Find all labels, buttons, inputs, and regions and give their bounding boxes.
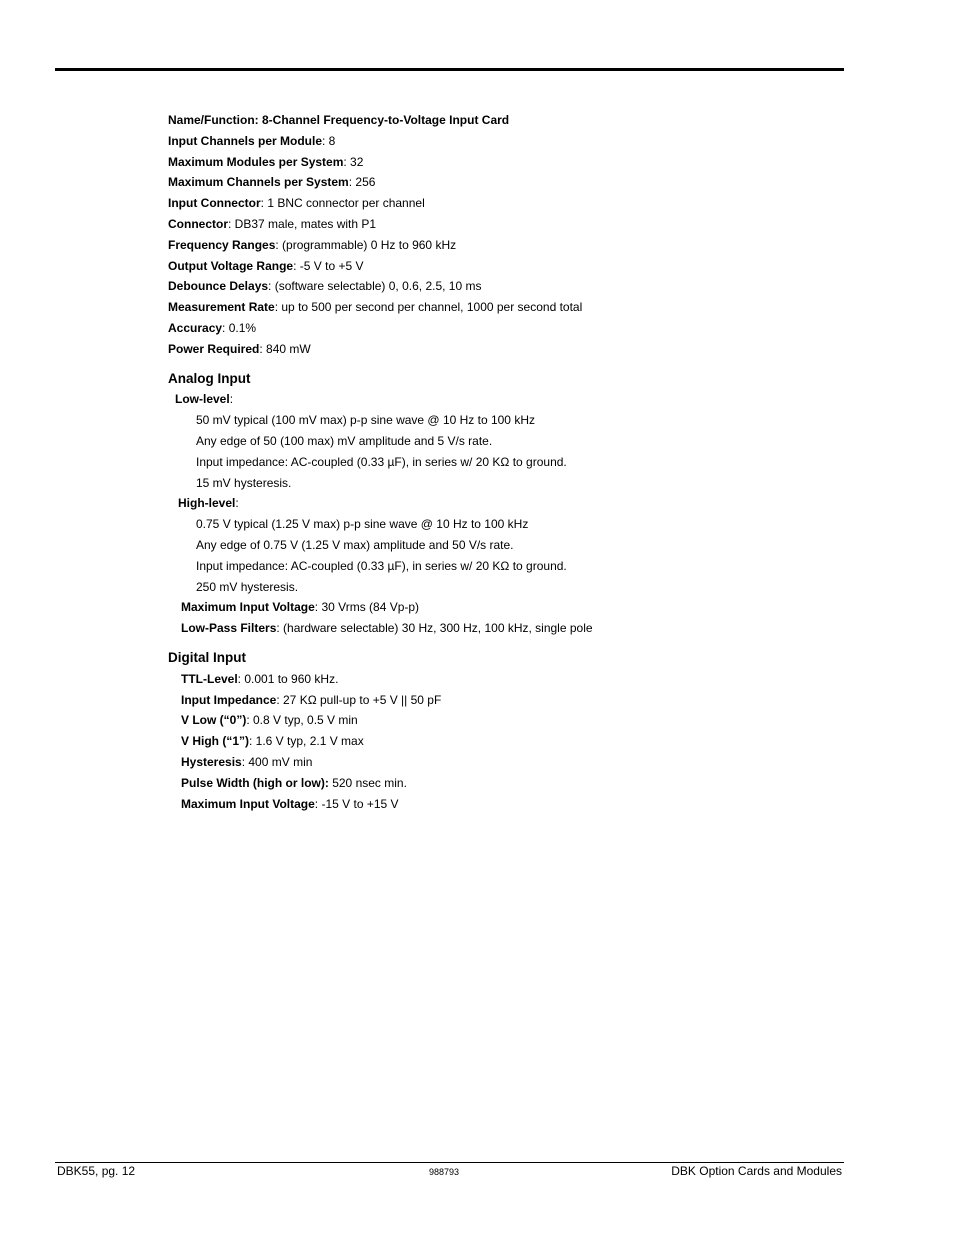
spec-value: : 30 Vrms (84 Vp-p) [314,600,420,615]
spec-max-channels [168,172,808,193]
spec-debounce-delays [168,276,808,297]
spec-value: : up to 500 per second per channel, 1000 per second total [274,300,583,315]
high-level-label [168,493,808,514]
spec-label: Connector [168,216,228,231]
spec-value: : (software selectable) 0, 0.6, 2.5, 10 ms [268,279,482,294]
spec-label: Low-Pass Filters [181,621,277,636]
digital-hysteresis [168,752,808,773]
spec-value: : 840 mW [259,341,311,356]
low-level-item: Input impedance: AC-coupled (0.33 µF), in series w/ 20 KΩ to ground. [196,454,567,469]
high-level-colon: : [235,496,239,511]
spec-connector [168,214,808,235]
spec-label: Input Channels per Module [168,133,323,148]
spec-value: : -15 V to +15 V [314,796,399,811]
spec-frequency-ranges [168,235,808,256]
spec-value: : 0.001 to 960 kHz. [237,671,339,686]
footer-page-label: DBK55, pg. 12 [57,1164,136,1178]
spec-label: Maximum Input Voltage [181,600,315,615]
digital-v-high [168,731,808,752]
digital-input-impedance [168,690,808,711]
spec-label: Accuracy [168,320,223,335]
section-spacer [168,639,808,648]
spec-label: Output Voltage Range [168,258,294,273]
spec-value: : 27 KΩ pull-up to +5 V || 50 pF [276,692,442,707]
high-level-item: Input impedance: AC-coupled (0.33 µF), in series w/ 20 KΩ to ground. [196,558,567,573]
high-level-item: 0.75 V typical (1.25 V max) p-p sine wave @ 10 Hz to 100 kHz [196,517,529,532]
spec-label: Measurement Rate [168,300,275,315]
spec-value: : 0.1% [222,320,257,335]
spec-label: TTL-Level [181,671,238,686]
footer-manual-title: DBK Option Cards and Modules [671,1164,842,1178]
high-level-item: 250 mV hysteresis. [196,579,299,594]
low-level-title: Low-level [175,392,230,407]
spec-value: : (hardware selectable) 30 Hz, 300 Hz, 100 kHz, single pole [276,621,593,636]
spec-value: : 1.6 V typ, 2.1 V max [249,734,364,749]
spec-label: Frequency Ranges [168,237,276,252]
low-level-item: 50 mV typical (100 mV max) p-p sine wave @ 10 Hz to 100 kHz [196,413,535,428]
spec-label: Pulse Width (high or low): [181,775,329,790]
spec-value: : 0.8 V typ, 0.5 V min [246,713,358,728]
digital-v-low [168,710,808,731]
footer-doc-number: 988793 [429,1167,460,1177]
specifications [168,110,808,814]
spec-input-connector [168,193,808,214]
digital-pulse-width [168,773,808,794]
spec-label: V High (“1”) [181,734,249,749]
spec-label: V Low (“0”) [181,713,247,728]
spec-value: : 32 [343,154,364,169]
spec-power-required [168,339,808,360]
spec-value: : -5 V to +5 V [293,258,364,273]
high-level-title: High-level [178,496,236,511]
analog-low-pass-filters [168,618,808,639]
spec-label: Maximum Input Voltage [181,796,315,811]
spec-accuracy [168,318,808,339]
low-level-label [168,389,808,410]
spec-label: Maximum Modules per System [168,154,344,169]
spec-value: : DB37 male, mates with P1 [228,216,377,231]
digital-ttl-level [168,669,808,690]
spec-label: Maximum Channels per System [168,175,349,190]
header-rule [55,68,844,71]
analog-max-input-voltage [168,597,808,618]
spec-value: : (programmable) 0 Hz to 960 kHz [275,237,457,252]
spec-value: : 256 [348,175,376,190]
spec-input-channels [168,131,808,152]
high-level-item: Any edge of 0.75 V (1.25 V max) amplitude and 50 V/s rate. [196,537,514,552]
spec-label: Input Impedance [181,692,277,707]
spec-measurement-rate [168,297,808,318]
spec-value: : 8 [322,133,336,148]
spec-max-modules [168,152,808,173]
section-spacer [168,360,808,369]
spec-label: Input Connector [168,196,261,211]
low-level-item: 15 mV hysteresis. [196,475,292,490]
low-level-item: Any edge of 50 (100 max) mV amplitude and 5 V/s rate. [196,433,493,448]
spec-value: 520 nsec min. [328,775,407,790]
spec-name-function [168,110,808,131]
spec-output-voltage [168,256,808,277]
spec-label: Power Required [168,341,260,356]
digital-max-input-voltage [168,794,808,815]
low-level-colon: : [229,392,234,407]
spec-value: : 400 mV min [241,754,313,769]
spec-label: Debounce Delays [168,279,269,294]
spec-label: Hysteresis [181,754,242,769]
spec-value: : 1 BNC connector per channel [260,196,425,211]
digital-input-heading: Digital Input [168,649,246,665]
analog-input-heading: Analog Input [168,370,251,386]
spec-label: Name/Function: 8-Channel Frequency-to-Voltage Input Card [168,113,510,127]
